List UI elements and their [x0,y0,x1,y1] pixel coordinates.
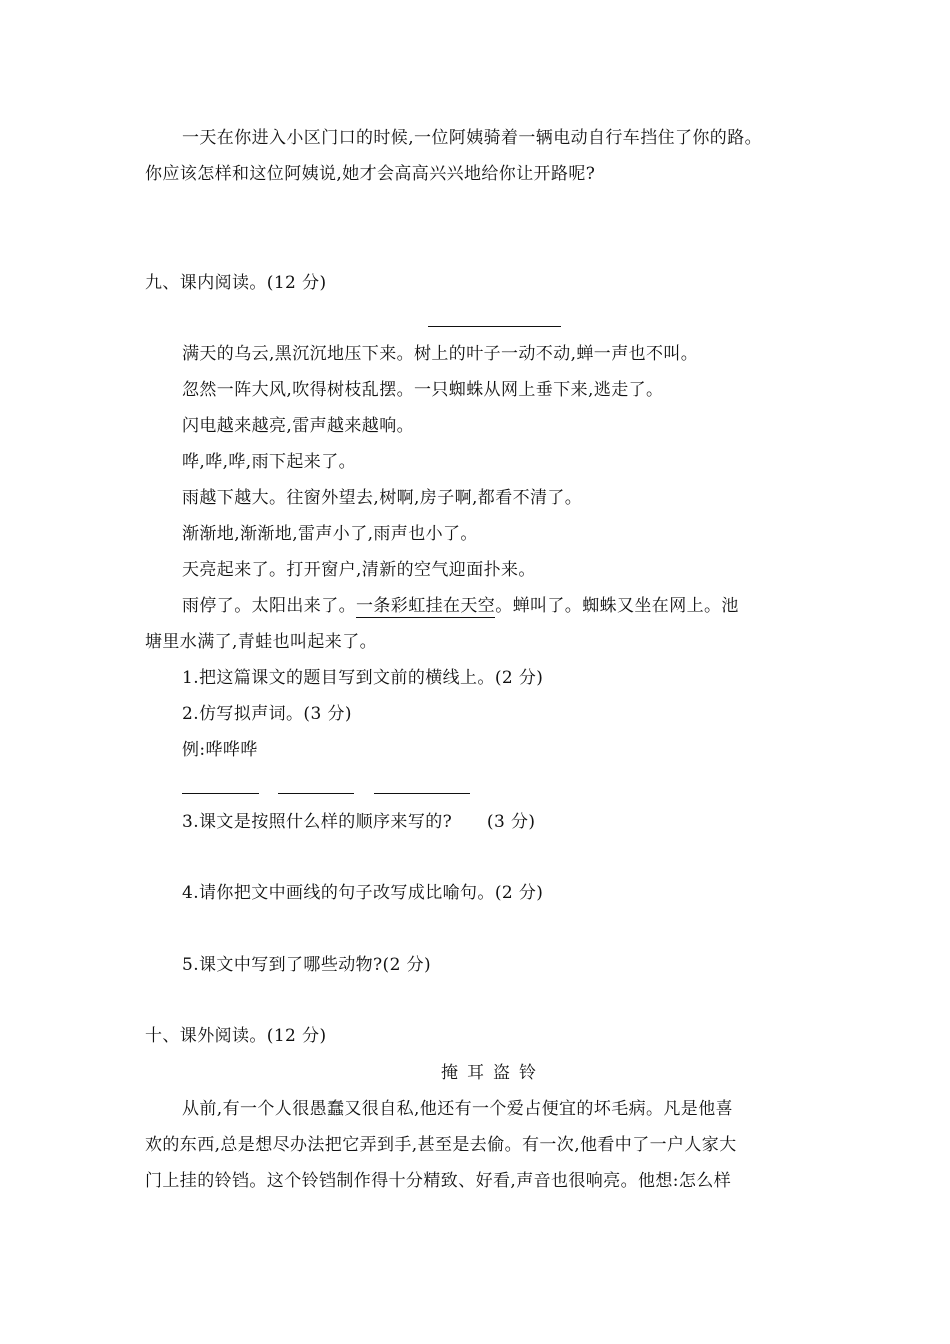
passage-line-6: 渐渐地,渐渐地,雷声小了,雨声也小了。 [182,524,478,544]
last-para-after: 。蝉叫了。蜘蛛又坐在网上。池 [495,596,739,616]
section-9-heading: 九、课内阅读。(12 分) [145,273,327,293]
question-5: 5.课文中写到了哪些动物?(2 分) [182,955,432,975]
onomatopoeia-blank-1[interactable] [182,793,259,794]
title-answer-blank[interactable] [428,326,561,327]
onomatopoeia-blank-2[interactable] [278,793,354,794]
last-para-before: 雨停了。太阳出来了。 [182,596,356,616]
passage-last-paragraph-line-2: 塘里水满了,青蛙也叫起来了。 [145,632,378,652]
underlined-sentence: 一条彩虹挂在天空 [356,596,496,616]
passage-line-1: 满天的乌云,黑沉沉地压下来。树上的叶子一动不动,蝉一声也不叫。 [182,344,699,364]
story-line-2: 欢的东西,总是想尽办法把它弄到手,甚至是去偷。有一次,他看中了一户人家大 [145,1135,737,1155]
passage-line-7: 天亮起来了。打开窗户,清新的空气迎面扑来。 [182,560,536,580]
question-2: 2.仿写拟声词。(3 分) [182,704,352,724]
intro-line-1: 一天在你进入小区门口的时候,一位阿姨骑着一辆电动自行车挡住了你的路。 [182,128,763,148]
onomatopoeia-blank-3[interactable] [374,793,470,794]
question-3: 3.课文是按照什么样的顺序来写的? (3 分) [182,812,536,832]
story-title: 掩耳盗铃 [441,1063,545,1083]
section-10-heading: 十、课外阅读。(12 分) [145,1026,327,1046]
intro-line-2: 你应该怎样和这位阿姨说,她才会高高兴兴地给你让开路呢? [145,164,596,184]
question-4: 4.请你把文中画线的句子改写成比喻句。(2 分) [182,883,544,903]
passage-line-4: 哗,哗,哗,雨下起来了。 [182,452,357,472]
passage-last-paragraph [182,594,739,618]
passage-line-5: 雨越下越大。往窗外望去,树啊,房子啊,都看不清了。 [182,488,583,508]
question-1: 1.把这篇课文的题目写到文前的横线上。(2 分) [182,668,544,688]
story-line-1: 从前,有一个人很愚蠢又很自私,他还有一个爱占便宜的坏毛病。凡是他喜 [182,1099,734,1119]
story-line-3: 门上挂的铃铛。这个铃铛制作得十分精致、好看,声音也很响亮。他想:怎么样 [145,1171,732,1191]
passage-line-2: 忽然一阵大风,吹得树枝乱摆。一只蜘蛛从网上垂下来,逃走了。 [182,380,664,400]
passage-line-3: 闪电越来越亮,雷声越来越响。 [182,416,415,436]
question-2-example: 例:哗哗哗 [182,740,258,760]
